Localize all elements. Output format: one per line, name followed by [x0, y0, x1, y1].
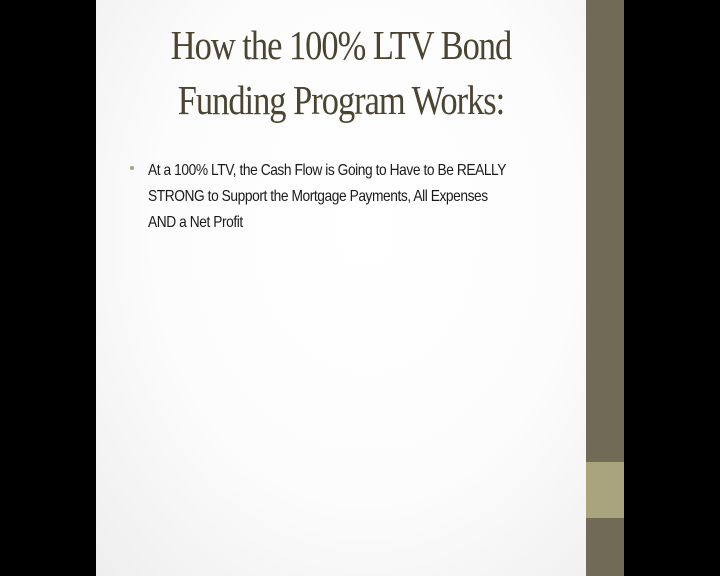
slide-title	[135, 18, 547, 128]
bullet-text-line-1: At a 100% LTV, the Cash Flow is Going to Have to Be REALLY	[148, 162, 507, 179]
presentation-slide	[96, 0, 586, 576]
slide-title-line-2: Funding Program Works:	[177, 77, 505, 123]
bullet-list	[130, 158, 550, 236]
slide-title-line-1: How the 100% LTV Bond	[170, 22, 512, 68]
bullet-item	[130, 158, 550, 236]
bullet-text-line-2: STRONG to Support the Mortgage Payments, All Expenses	[148, 188, 488, 205]
slide-side-bar-accent	[586, 462, 624, 518]
bullet-text-line-3: AND a Net Profit	[148, 214, 243, 231]
bullet-icon	[130, 166, 134, 170]
